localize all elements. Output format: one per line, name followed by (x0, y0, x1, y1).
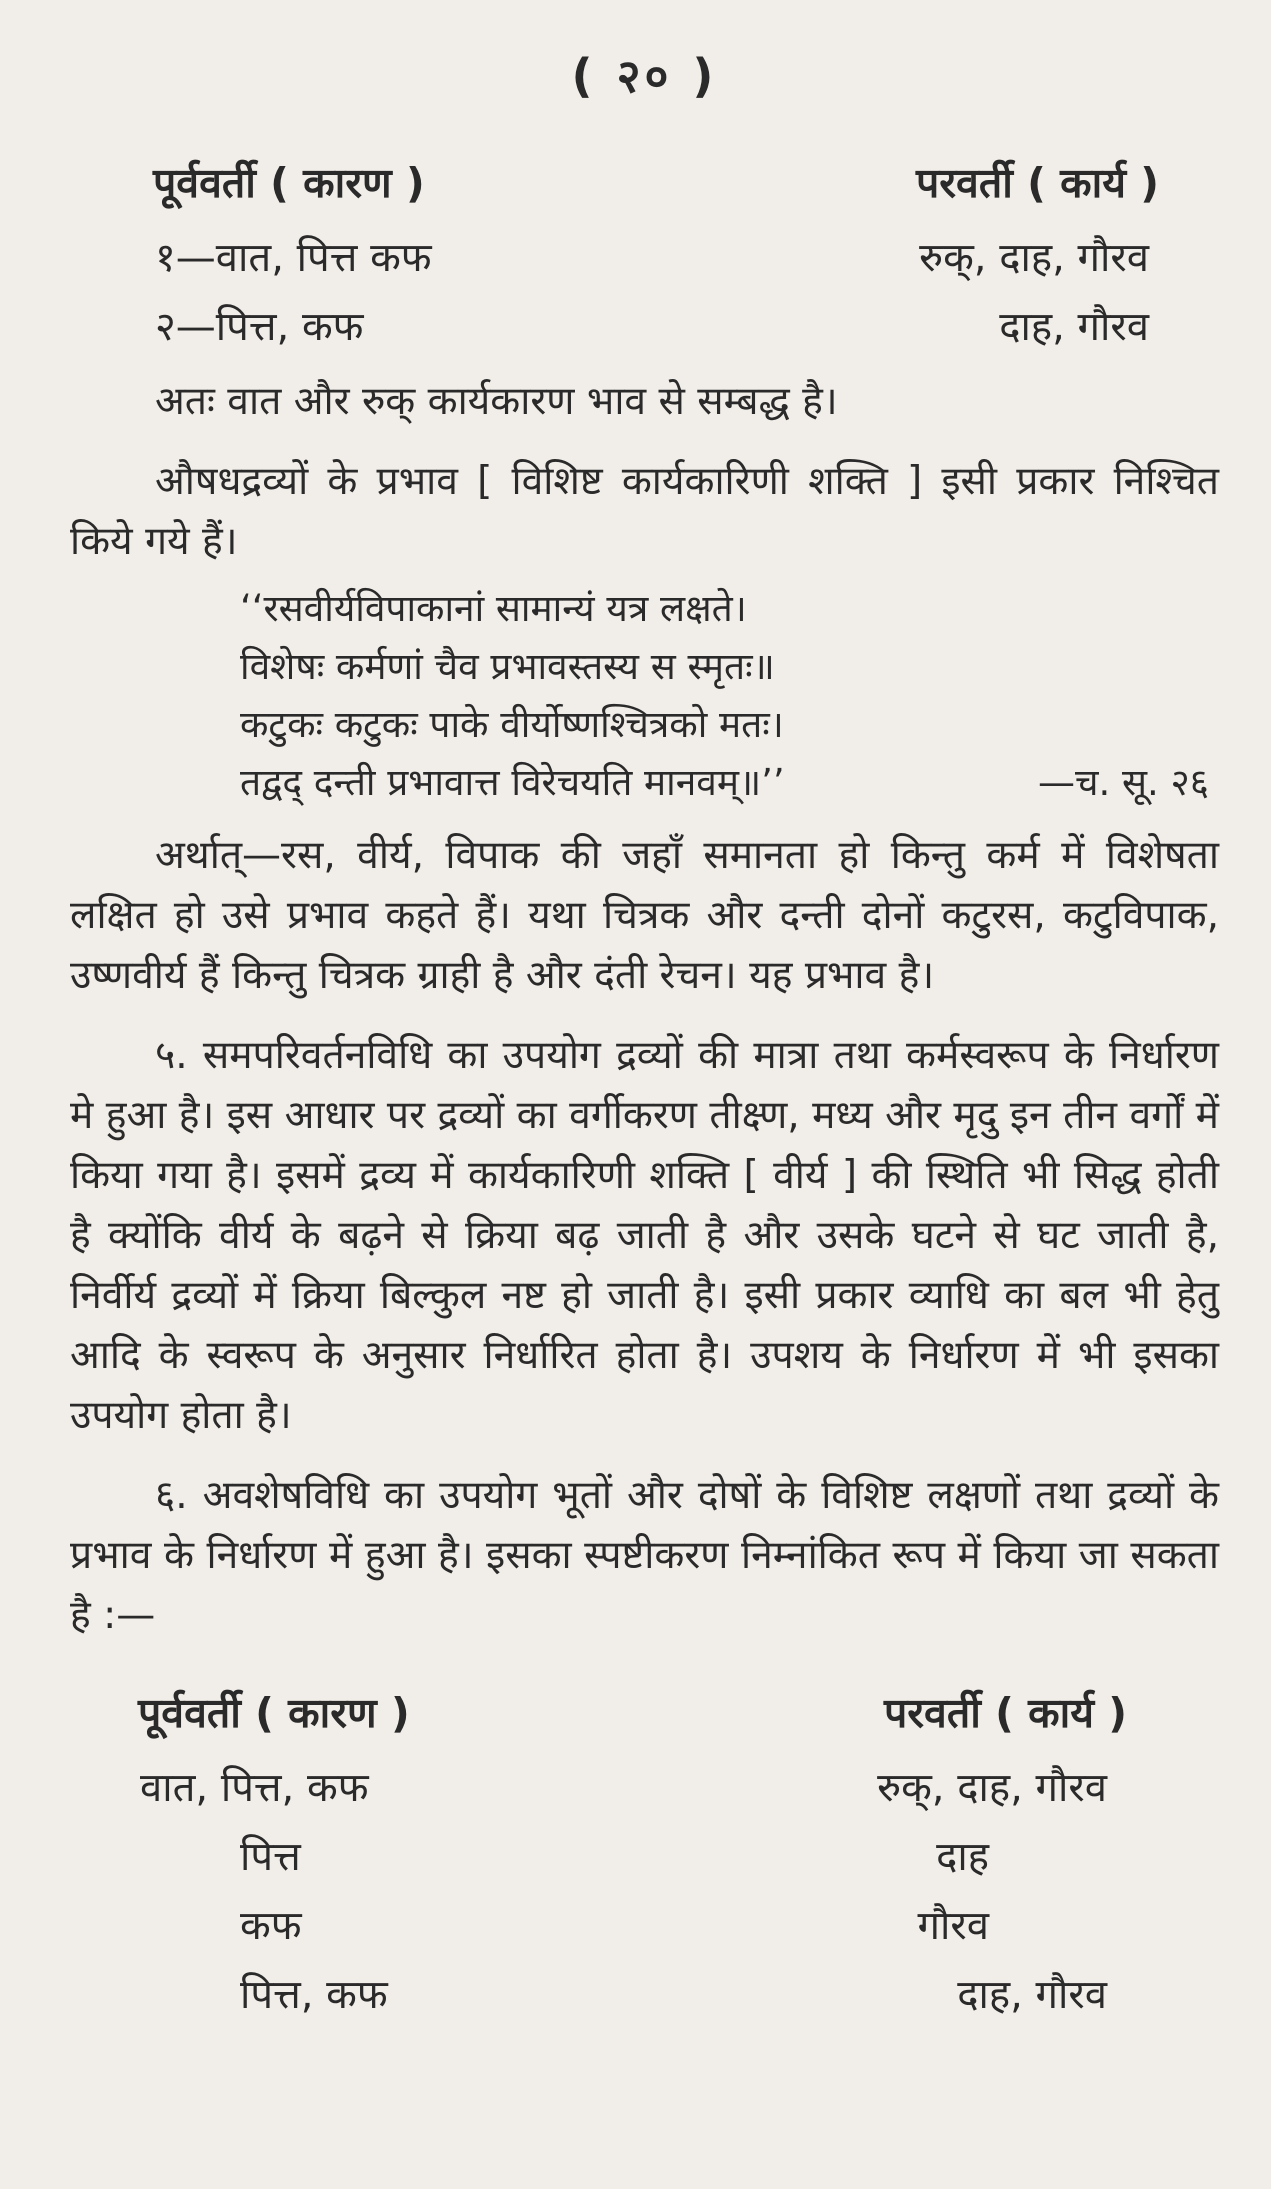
table2-effect-1: रुक्, दाह, गौरव (877, 1765, 1107, 1811)
table2-header-effect: परवर्ती ( कार्य ) (883, 1689, 1127, 1737)
table1-header-cause: पूर्ववर्ती ( कारण ) (153, 159, 425, 207)
table2-header (70, 1684, 1219, 1740)
table1-header (70, 154, 1219, 210)
table1-cause-1: १—वात, पित्त कफ (155, 235, 432, 281)
table-row (70, 1965, 1219, 2020)
verse-line-4-row (240, 754, 1219, 812)
table2-effect-4: दाह, गौरव (957, 1972, 1107, 2018)
verse-line-3: कटुकः कटुकः पाके वीर्योष्णश्चित्रको मतः। (240, 703, 784, 746)
verse-line-4: तद्वद् दन्ती प्रभावात्त विरेचयति मानवम्॥’’ (240, 761, 785, 804)
verse-citation: —च. सू. २६ (1037, 761, 1209, 804)
table1-cause-2: २—पित्त, कफ (155, 304, 364, 350)
table1-header-effect: परवर्ती ( कार्य ) (915, 159, 1159, 207)
verse-line-2: विशेषः कर्मणां चैव प्रभावस्तस्य स स्मृतः॥ (240, 645, 775, 688)
paragraph-4: ५. समपरिवर्तनविधि का उपयोग द्रव्यों की मात्रा तथा कर्मस्वरूप के निर्धारण मे हुआ है। इस आधार पर द्रव्यों का वर्गीकरण तीक्ष्ण, मध्य और मृदु इन तीन वर्गों में किया गया है। इसमें द्रव्य में कार्यकारिणी शक्ति [ वीर्य ] की स्थिति भी सिद्ध होती है क्योंकि वीर्य के बढ़ने से क्रिया बढ़ जाती है और उसके घटने से घट जाती है, निर्वीर्य द्रव्यों में क्रिया बिल्कुल नष्ट हो जाती है। इसी प्रकार व्याधि का बल भी हेतु आदि के स्वरूप के अनुसार निर्धारित होता है। उपशय के निर्धारण में भी इसका उपयोग होता है। (70, 1033, 1219, 1438)
table1-effect-1: रुक्, दाह, गौरव (919, 235, 1149, 281)
verse-line-1: ‘‘रसवीर्यविपाकानां सामान्यं यत्र लक्षते। (240, 587, 747, 630)
table-row (70, 1896, 1219, 1951)
table-row (70, 228, 1219, 283)
table2-header-cause: पूर्ववर्ती ( कारण ) (138, 1689, 410, 1737)
paragraph-2: औषधद्रव्यों के प्रभाव [ विशिष्ट कार्यकारिणी शक्ति ] इसी प्रकार निश्चित किये गये हैं। (70, 459, 1219, 564)
table-row (70, 1827, 1219, 1882)
table2-cause-2: पित्त (240, 1834, 301, 1880)
table2-effect-3: गौरव (917, 1903, 989, 1949)
page-number: ( २० ) (571, 49, 718, 103)
table2-cause-3: कफ (240, 1903, 302, 1949)
table-row (70, 1758, 1219, 1813)
table2-effect-2: दाह (936, 1834, 989, 1880)
table2-cause-4: पित्त, कफ (240, 1972, 388, 2018)
sanskrit-verse (70, 580, 1219, 812)
cause-effect-table-2 (70, 1684, 1219, 2020)
table1-effect-2: दाह, गौरव (999, 304, 1149, 350)
paragraph-1: अतः वात और रुक् कार्यकारण भाव से सम्बद्ध है। (155, 379, 838, 424)
table2-cause-1: वात, पित्त, कफ (140, 1765, 369, 1811)
paragraph-3: अर्थात्—रस, वीर्य, विपाक की जहाँ समानता हो किन्तु कर्म में विशेषता लक्षित हो उसे प्रभाव कहते हैं। यथा चित्रक और दन्ती दोनों कटुरस, कटुविपाक, उष्णवीर्य हैं किन्तु चित्रक ग्राही है और दंती रेचन। यह प्रभाव है। (70, 833, 1219, 998)
cause-effect-table-1 (70, 154, 1219, 352)
paragraph-5: ६. अवशेषविधि का उपयोग भूतों और दोषों के विशिष्ट लक्षणों तथा द्रव्यों के प्रभाव के निर्धारण में हुआ है। इसका स्पष्टीकरण निम्नांकित रूप में किया जा सकता है :— (70, 1473, 1219, 1638)
table-row (70, 297, 1219, 352)
